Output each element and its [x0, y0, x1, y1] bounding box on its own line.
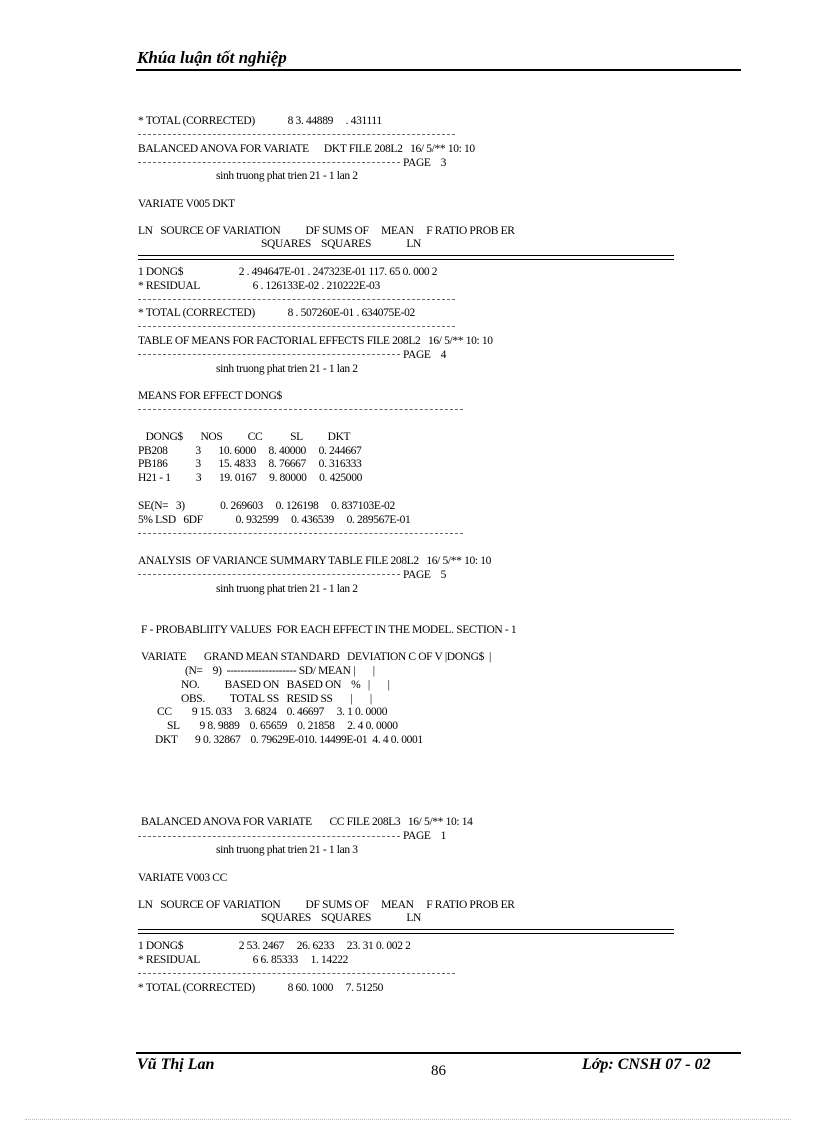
summary-row: DKT 9 0. 32867 0. 79629E-010. 14499E-01 4. 4 0. 0001: [155, 734, 423, 746]
total-corrected-line: * TOTAL (CORRECTED) 8 . 507260E-01 . 634075E-02: [138, 307, 415, 319]
page-number: 86: [431, 1063, 446, 1079]
subtitle-line: sinh truong phat trien 21 - 1 lan 2: [216, 170, 358, 182]
dashed-divider: [138, 354, 400, 355]
table-header-line: LN SOURCE OF VARIATION DF SUMS OF MEAN F RATIO PROB ER: [138, 899, 515, 911]
subtitle-line: sinh truong phat trien 21 - 1 lan 2: [216, 363, 358, 375]
means-table-row: PB208 3 10. 6000 8. 40000 0. 244667: [138, 445, 362, 457]
variate-line: VARIATE V003 CC: [138, 872, 227, 884]
footer-class-label: Lớp: CNSH 07 - 02: [582, 1056, 711, 1073]
dashed-divider: [138, 574, 400, 575]
dashed-divider: [138, 162, 400, 163]
page-bottom-dotted-rule: [25, 1119, 791, 1120]
summary-row: CC 9 15. 033 3. 6824 0. 46697 3. 1 0. 0000: [157, 706, 388, 718]
document-header-title: Khúa luận tốt nghiệp: [137, 48, 287, 67]
page-marker: PAGE 5: [403, 569, 447, 581]
means-effect-line: MEANS FOR EFFECT DONG$: [138, 390, 282, 402]
total-corrected-line: * TOTAL (CORRECTED) 8 3. 44889 . 431111: [138, 115, 382, 127]
dashed-divider: [138, 836, 400, 837]
subtitle-line: sinh truong phat trien 21 - 1 lan 2: [216, 583, 358, 595]
lsd-row: 5% LSD 6DF 0. 932599 0. 436539 0. 289567E-01: [138, 514, 411, 526]
means-table-row: PB186 3 15. 4833 8. 76667 0. 316333: [138, 458, 362, 470]
anova-title-line: BALANCED ANOVA FOR VARIATE DKT FILE 208L2 16/ 5/** 10: 10: [138, 143, 475, 155]
dashed-divider: [138, 326, 455, 327]
double-divider: [138, 255, 674, 260]
dashed-divider: [138, 134, 455, 135]
page-marker: PAGE 4: [403, 349, 447, 361]
page-marker: PAGE 1: [403, 830, 447, 842]
table-header-line: LN SOURCE OF VARIATION DF SUMS OF MEAN F RATIO PROB ER: [138, 225, 515, 237]
anova-row: * RESIDUAL 6 . 126133E-02 . 210222E-03: [138, 280, 380, 292]
dashed-divider: [138, 409, 463, 410]
analysis-title-line: ANALYSIS OF VARIANCE SUMMARY TABLE FILE 208L2 16/ 5/** 10: 10: [138, 555, 492, 567]
dashed-divider: [138, 973, 455, 974]
summary-header-line: VARIATE GRAND MEAN STANDARD DEVIATION C OF V |DONG$ |: [141, 651, 491, 663]
anova-row: 1 DONG$ 2 . 494647E-01 . 247323E-01 117. 65 0. 000 2: [138, 266, 438, 278]
f-probability-title: F - PROBABLIITY VALUES FOR EACH EFFECT IN THE MODEL. SECTION - 1: [141, 624, 517, 636]
table-header-line-2: SQUARES SQUARES LN: [261, 912, 421, 924]
page-marker: PAGE 3: [403, 157, 447, 169]
dashed-divider: [138, 533, 463, 534]
summary-header-line: (N= 9) -------------------- SD/ MEAN | |: [185, 665, 375, 677]
dashed-divider: [138, 299, 455, 300]
means-title-line: TABLE OF MEANS FOR FACTORIAL EFFECTS FILE 208L2 16/ 5/** 10: 10: [138, 335, 493, 347]
subtitle-line: sinh truong phat trien 21 - 1 lan 3: [216, 844, 358, 856]
summary-header-line: OBS. TOTAL SS RESID SS | |: [181, 693, 372, 705]
double-divider: [138, 929, 674, 934]
anova-row: 1 DONG$ 2 53. 2467 26. 6233 23. 31 0. 002 2: [138, 940, 411, 952]
means-table-row: H21 - 1 3 19. 0167 9. 80000 0. 425000: [138, 472, 363, 484]
summary-header-line: NO. BASED ON BASED ON % | |: [181, 679, 390, 691]
total-corrected-line: * TOTAL (CORRECTED) 8 60. 1000 7. 51250: [138, 982, 384, 994]
anova-title-line: BALANCED ANOVA FOR VARIATE CC FILE 208L3 16/ 5/** 10: 14: [141, 816, 473, 828]
header-rule: [136, 69, 741, 71]
variate-line: VARIATE V005 DKT: [138, 198, 235, 210]
means-table-header: DONG$ NOS CC SL DKT: [138, 431, 351, 443]
se-row: SE(N= 3) 0. 269603 0. 126198 0. 837103E-02: [138, 500, 395, 512]
footer-rule: [136, 1052, 741, 1054]
anova-row: * RESIDUAL 6 6. 85333 1. 14222: [138, 954, 349, 966]
summary-row: SL 9 8. 9889 0. 65659 0. 21858 2. 4 0. 0000: [167, 720, 398, 732]
table-header-line-2: SQUARES SQUARES LN: [261, 238, 421, 250]
footer-author: Vũ Thị Lan: [137, 1056, 215, 1073]
